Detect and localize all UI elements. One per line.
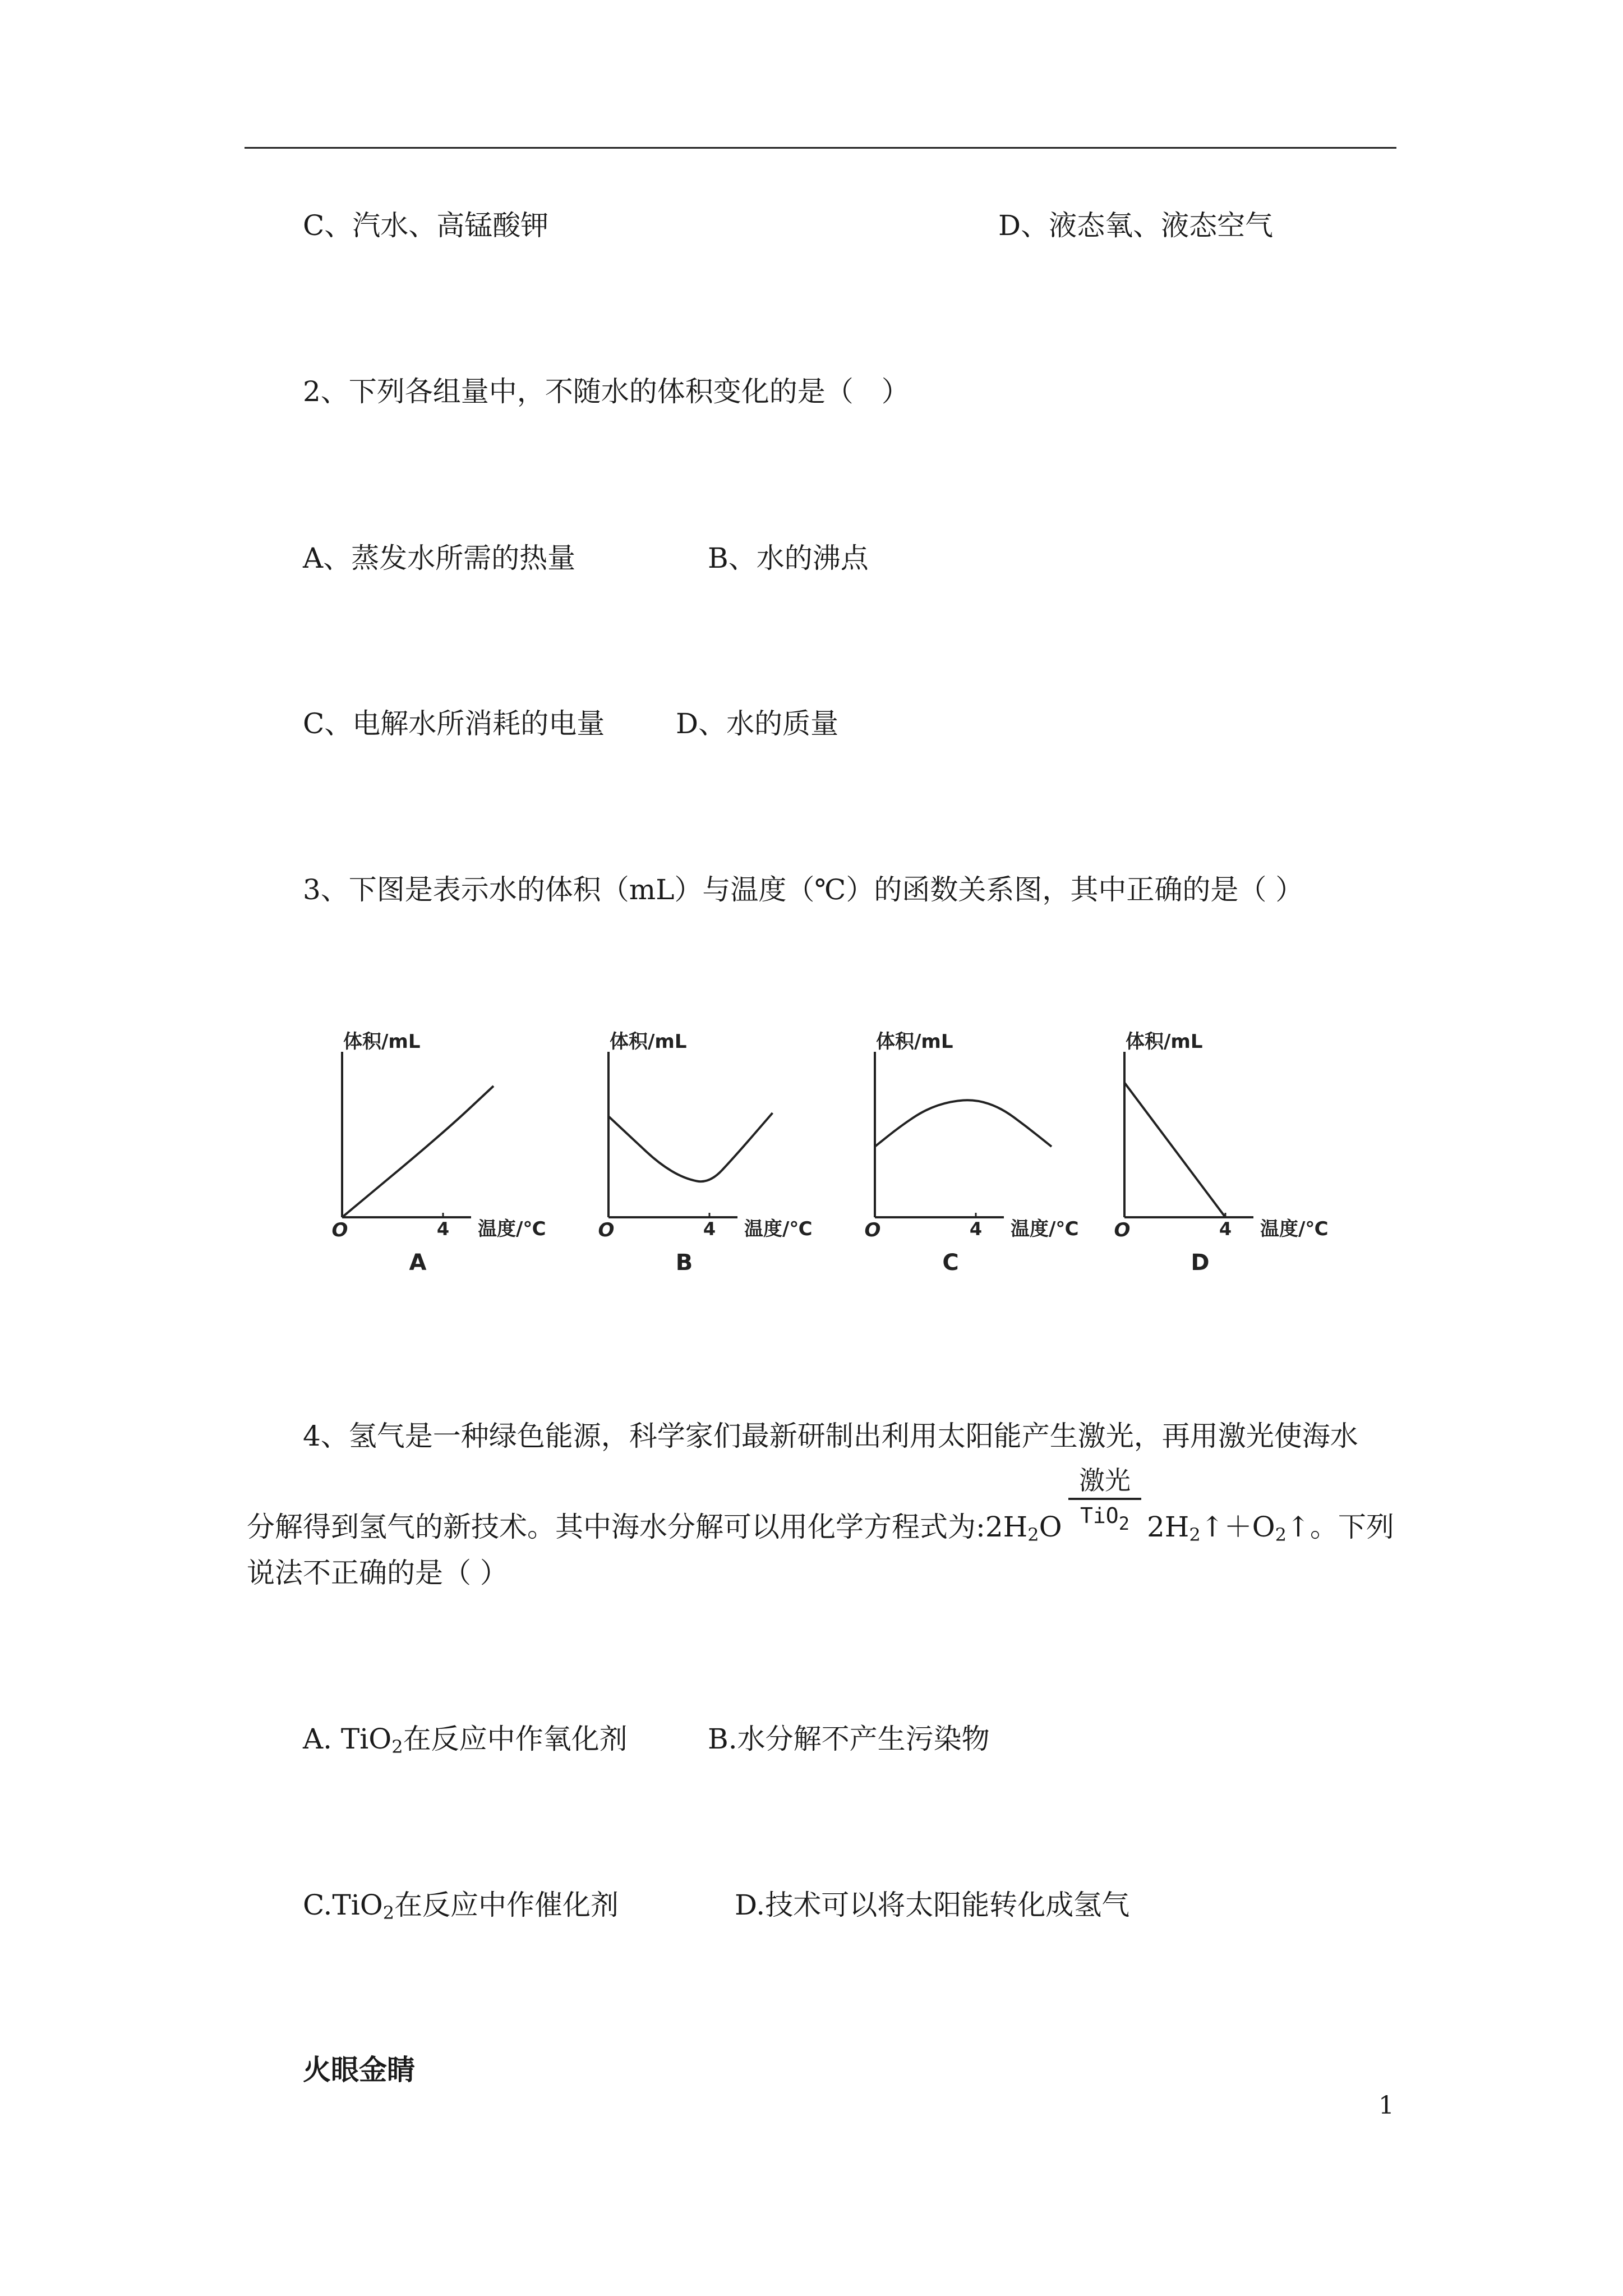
q4-line2-sub: 2 xyxy=(1027,1524,1039,1545)
equation-condition-top: 激光 xyxy=(1079,1465,1131,1496)
equation-condition-bottom xyxy=(1068,1503,1141,1536)
panel-label: D xyxy=(1191,1250,1210,1276)
q4-option-b: B.水分解不产生污染物 xyxy=(708,1723,990,1755)
q2-option-d: D、水的质量 xyxy=(676,707,839,740)
y-axis-label: 体积/mL xyxy=(343,1030,421,1053)
equation-condition-bottom-sub: 2 xyxy=(1118,1513,1129,1534)
products-suffix: ↑。下列 xyxy=(1287,1511,1394,1543)
x-tick-label: 4 xyxy=(1219,1218,1232,1240)
q4-option-a-suffix: 在反应中作氧化剂 xyxy=(403,1723,628,1755)
q4-line2-mid: O xyxy=(1039,1511,1062,1543)
chart-d xyxy=(1108,1030,1354,1285)
section-heading: 火眼金睛 xyxy=(303,2054,415,2086)
panel-label: A xyxy=(409,1250,427,1276)
origin-label: O xyxy=(864,1219,881,1241)
q4-equation-products xyxy=(1147,1510,1394,1552)
q4-line1: 4、氢气是一种绿色能源，科学家们最新研制出利用太阳能产生激光，再用激光使海水 xyxy=(303,1420,1358,1452)
q4-option-c-prefix: C.TiO xyxy=(303,1889,383,1921)
origin-label: O xyxy=(598,1219,615,1241)
x-tick-label: 4 xyxy=(969,1218,983,1240)
equation-condition-bar xyxy=(1068,1498,1141,1500)
series-line xyxy=(608,1113,773,1181)
q4-option-a xyxy=(303,1722,628,1764)
chart-a xyxy=(325,1030,572,1285)
q4-option-a-sub: 2 xyxy=(391,1736,403,1757)
y-axis-label: 体积/mL xyxy=(610,1030,687,1053)
q4-option-c-suffix: 在反应中作催化剂 xyxy=(394,1889,619,1921)
chart-b xyxy=(592,1030,838,1285)
panel-label: C xyxy=(942,1250,959,1276)
x-axis-label: 温度/℃ xyxy=(744,1218,813,1240)
y-axis-label: 体积/mL xyxy=(876,1030,953,1053)
equation-condition xyxy=(1068,1465,1141,1536)
x-axis-label: 温度/℃ xyxy=(1011,1218,1079,1240)
q4-option-c-sub: 2 xyxy=(382,1902,395,1924)
x-tick-label: 4 xyxy=(436,1218,450,1240)
q1-option-c: C、汽水、高锰酸钾 xyxy=(303,209,549,242)
chart-c xyxy=(858,1030,1105,1285)
q2-stem: 2、下列各组量中，不随水的体积变化的是（ ） xyxy=(303,375,910,408)
series-line xyxy=(342,1086,494,1217)
panel-label: B xyxy=(675,1250,693,1276)
equation-condition-bottom-main: TiO xyxy=(1080,1503,1119,1528)
page-number: 1 xyxy=(1378,2091,1394,2120)
q4-line2-prefix: 分解得到氢气的新技术。其中海水分解可以用化学方程式为:2H xyxy=(247,1511,1028,1543)
x-axis-label: 温度/℃ xyxy=(478,1218,546,1240)
q1-option-d: D、液态氧、液态空气 xyxy=(998,209,1274,242)
series-line xyxy=(875,1100,1052,1147)
q3-stem: 3、下图是表示水的体积（mL）与温度（℃）的函数关系图，其中正确的是（ ） xyxy=(303,873,1304,906)
origin-label: O xyxy=(1114,1219,1131,1241)
header-rule xyxy=(245,147,1396,149)
q4-option-d: D.技术可以将太阳能转化成氢气 xyxy=(735,1889,1130,1921)
x-tick-label: 4 xyxy=(703,1218,716,1240)
products-sub1: 2 xyxy=(1189,1524,1201,1545)
series-line xyxy=(1124,1083,1225,1217)
y-axis-label: 体积/mL xyxy=(1126,1030,1203,1053)
origin-label: O xyxy=(331,1219,348,1241)
q2-option-c: C、电解水所消耗的电量 xyxy=(303,707,605,740)
products-sub2: 2 xyxy=(1275,1524,1287,1545)
q2-option-a: A、蒸发水所需的热量 xyxy=(303,542,576,574)
x-axis-label: 温度/℃ xyxy=(1260,1218,1329,1240)
products-mid: ↑＋O xyxy=(1200,1511,1275,1543)
q2-option-b: B、水的沸点 xyxy=(708,542,869,574)
q4-line3: 说法不正确的是（ ） xyxy=(247,1557,508,1589)
q4-line2 xyxy=(247,1510,1062,1552)
products-prefix: 2H xyxy=(1147,1511,1189,1543)
q4-option-a-prefix: A. TiO xyxy=(303,1723,392,1755)
q4-option-c xyxy=(303,1888,619,1930)
